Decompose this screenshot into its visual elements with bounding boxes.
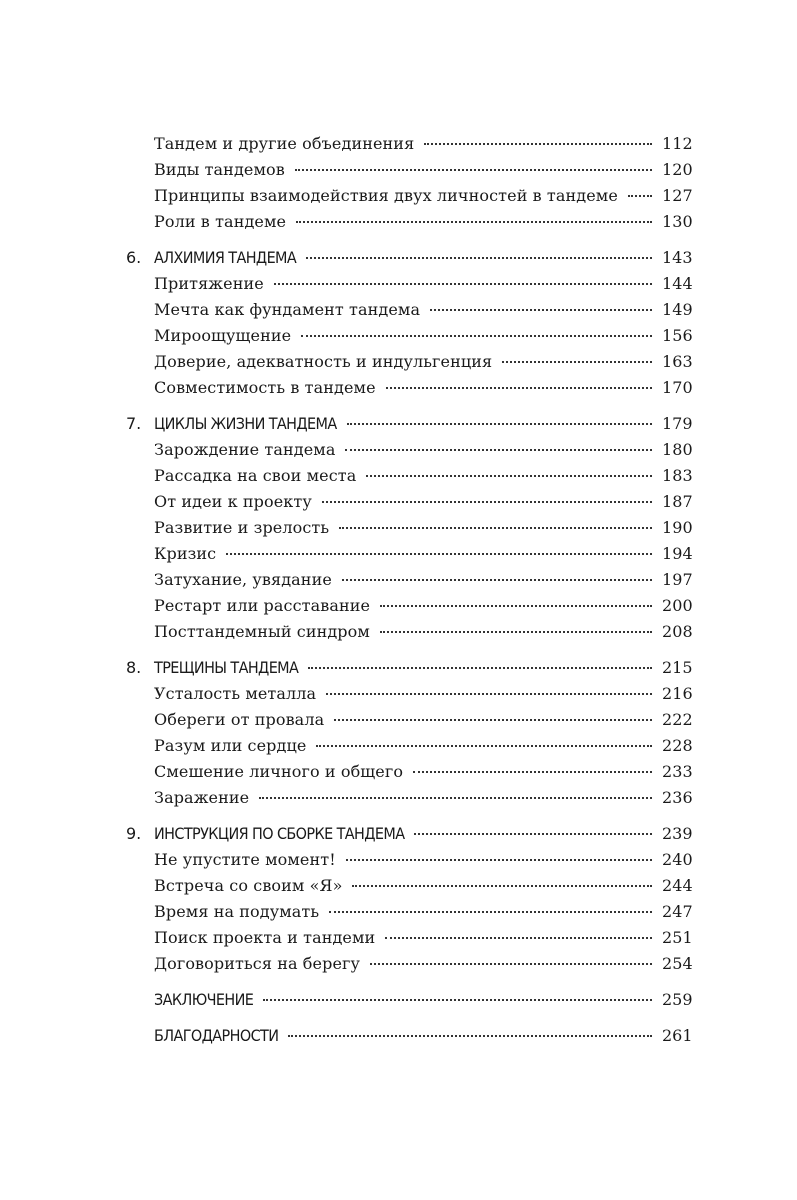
toc-entry-title: Тандем и другие объединения bbox=[154, 134, 415, 153]
dot-leader bbox=[329, 911, 652, 913]
toc-entry-title: Зарождение тандема bbox=[154, 440, 336, 459]
dot-leader bbox=[296, 221, 652, 223]
toc-entry-title: Притяжение bbox=[154, 274, 264, 293]
toc-entry-page: 130 bbox=[662, 212, 693, 231]
dot-leader bbox=[413, 771, 652, 773]
toc-entry-page: 240 bbox=[662, 850, 693, 869]
chapter-heading[interactable] bbox=[126, 245, 692, 271]
table-of-contents bbox=[126, 131, 692, 1049]
dot-leader bbox=[316, 745, 652, 747]
dot-leader bbox=[386, 387, 652, 389]
toc-entry[interactable] bbox=[126, 681, 692, 707]
toc-entry[interactable] bbox=[126, 437, 692, 463]
chapter-heading[interactable] bbox=[126, 655, 692, 681]
toc-entry[interactable] bbox=[126, 489, 692, 515]
toc-entry-page: 194 bbox=[662, 544, 693, 563]
chapter-title: АЛХИМИЯ ТАНДЕМА bbox=[154, 248, 297, 267]
dot-leader bbox=[263, 999, 652, 1001]
dot-leader bbox=[347, 423, 652, 425]
dot-leader bbox=[259, 797, 652, 799]
section-title: ЗАКЛЮЧЕНИЕ bbox=[154, 990, 254, 1009]
toc-entry-title: Разум или сердце bbox=[154, 736, 307, 755]
chapter-page: 239 bbox=[662, 824, 693, 843]
toc-entry[interactable] bbox=[126, 515, 692, 541]
toc-entry[interactable] bbox=[126, 951, 692, 977]
toc-entry-title: От идеи к проекту bbox=[154, 492, 312, 511]
toc-entry-title: Рестарт или расставание bbox=[154, 596, 371, 615]
toc-entry[interactable] bbox=[126, 375, 692, 401]
toc-entry[interactable] bbox=[126, 463, 692, 489]
chapter-page: 143 bbox=[662, 248, 693, 267]
dot-leader bbox=[502, 361, 652, 363]
toc-entry-title: Принципы взаимодействия двух личностей в тандеме bbox=[154, 186, 618, 205]
toc-entry-title: Мечта как фундамент тандема bbox=[154, 300, 421, 319]
toc-entry[interactable] bbox=[126, 707, 692, 733]
dot-leader bbox=[424, 143, 652, 145]
toc-entry-title: Рассадка на свои места bbox=[154, 466, 357, 485]
toc-entry[interactable] bbox=[126, 349, 692, 375]
toc-entry-page: 208 bbox=[662, 622, 693, 641]
toc-entry[interactable] bbox=[126, 785, 692, 811]
chapter-page: 215 bbox=[662, 658, 693, 677]
dot-leader bbox=[380, 605, 652, 607]
toc-entry[interactable] bbox=[126, 323, 692, 349]
dot-leader bbox=[370, 963, 652, 965]
toc-entry-title: Доверие, адекватность и индульгенция bbox=[154, 352, 493, 371]
dot-leader bbox=[295, 169, 652, 171]
toc-entry-title: Договориться на берегу bbox=[154, 954, 361, 973]
dot-leader bbox=[346, 859, 652, 861]
chapter-page: 179 bbox=[662, 414, 693, 433]
dot-leader bbox=[322, 501, 652, 503]
toc-entry-page: 112 bbox=[662, 134, 693, 153]
toc-entry-page: 190 bbox=[662, 518, 693, 537]
toc-entry-page: 120 bbox=[662, 160, 693, 179]
dot-leader bbox=[342, 579, 652, 581]
chapter-title: ТРЕЩИНЫ ТАНДЕМА bbox=[154, 658, 299, 677]
toc-entry[interactable] bbox=[126, 619, 692, 645]
toc-entry-page: 180 bbox=[662, 440, 693, 459]
dot-leader bbox=[326, 693, 652, 695]
toc-entry-page: 216 bbox=[662, 684, 693, 703]
toc-entry-title: Смешение личного и общего bbox=[154, 762, 404, 781]
toc-entry-title: Не упустите момент! bbox=[154, 850, 336, 869]
toc-entry-title: Кризис bbox=[154, 544, 217, 563]
toc-entry-title: Затухание, увядание bbox=[154, 570, 332, 589]
dot-leader bbox=[274, 283, 652, 285]
toc-entry-page: 251 bbox=[662, 928, 693, 947]
toc-entry[interactable] bbox=[126, 925, 692, 951]
toc-entry-page: 247 bbox=[662, 902, 693, 921]
toc-entry-page: 144 bbox=[662, 274, 693, 293]
toc-entry-page: 200 bbox=[662, 596, 693, 615]
dot-leader bbox=[339, 527, 652, 529]
toc-entry[interactable] bbox=[126, 271, 692, 297]
toc-entry[interactable] bbox=[126, 847, 692, 873]
chapter-heading[interactable] bbox=[126, 821, 692, 847]
toc-entry[interactable] bbox=[126, 759, 692, 785]
toc-entry[interactable] bbox=[126, 157, 692, 183]
dot-leader bbox=[628, 195, 652, 197]
toc-entry-page: 127 bbox=[662, 186, 693, 205]
toc-entry-title: Виды тандемов bbox=[154, 160, 285, 179]
toc-entry-page: 254 bbox=[662, 954, 693, 973]
toc-entry[interactable] bbox=[126, 297, 692, 323]
dot-leader bbox=[345, 449, 652, 451]
dot-leader bbox=[352, 885, 652, 887]
dot-leader bbox=[306, 257, 652, 259]
section-page: 259 bbox=[662, 990, 693, 1009]
toc-entry-page: 149 bbox=[662, 300, 693, 319]
dot-leader bbox=[308, 667, 652, 669]
dot-leader bbox=[226, 553, 652, 555]
toc-entry-title: Встреча со своим «Я» bbox=[154, 876, 343, 895]
dot-leader bbox=[385, 937, 652, 939]
toc-entry[interactable] bbox=[126, 541, 692, 567]
chapter-number: 6. bbox=[126, 248, 142, 267]
conclusion-heading[interactable] bbox=[126, 987, 692, 1013]
chapter-number: 7. bbox=[126, 414, 142, 433]
chapter-title: ЦИКЛЫ ЖИЗНИ ТАНДЕМА bbox=[154, 414, 337, 433]
toc-entry-title: Мироощущение bbox=[154, 326, 292, 345]
dot-leader bbox=[301, 335, 652, 337]
chapter-number: 8. bbox=[126, 658, 142, 677]
toc-entry-title: Заражение bbox=[154, 788, 250, 807]
toc-entry[interactable] bbox=[126, 593, 692, 619]
toc-entry-page: 187 bbox=[662, 492, 693, 511]
toc-entry-title: Развитие и зрелость bbox=[154, 518, 330, 537]
dot-leader bbox=[288, 1035, 652, 1037]
toc-entry-page: 197 bbox=[662, 570, 693, 589]
toc-entry-title: Посттандемный синдром bbox=[154, 622, 370, 641]
toc-entry-title: Совместимость в тандеме bbox=[154, 378, 376, 397]
acknowledgements-heading[interactable] bbox=[126, 1023, 692, 1049]
toc-entry-page: 244 bbox=[662, 876, 693, 895]
chapter-title: ИНСТРУКЦИЯ ПО СБОРКЕ ТАНДЕМА bbox=[154, 824, 405, 843]
section-page: 261 bbox=[662, 1026, 693, 1045]
toc-entry-title: Усталость металла bbox=[154, 684, 317, 703]
toc-entry[interactable] bbox=[126, 131, 692, 157]
toc-entry-page: 228 bbox=[662, 736, 693, 755]
toc-entry-page: 222 bbox=[662, 710, 693, 729]
toc-entry-title: Время на подумать bbox=[154, 902, 320, 921]
toc-entry-title: Поиск проекта и тандеми bbox=[154, 928, 376, 947]
toc-entry[interactable] bbox=[126, 567, 692, 593]
toc-entry-title: Роли в тандеме bbox=[154, 212, 287, 231]
toc-entry[interactable] bbox=[126, 873, 692, 899]
toc-entry[interactable] bbox=[126, 899, 692, 925]
section-title: БЛАГОДАРНОСТИ bbox=[154, 1026, 279, 1045]
toc-entry-page: 170 bbox=[662, 378, 693, 397]
dot-leader bbox=[334, 719, 652, 721]
toc-entry[interactable] bbox=[126, 183, 692, 209]
chapter-number: 9. bbox=[126, 824, 142, 843]
toc-entry-page: 163 bbox=[662, 352, 693, 371]
dot-leader bbox=[366, 475, 652, 477]
toc-entry-page: 233 bbox=[662, 762, 693, 781]
toc-entry[interactable] bbox=[126, 209, 692, 235]
chapter-heading[interactable] bbox=[126, 411, 692, 437]
toc-entry-page: 183 bbox=[662, 466, 693, 485]
toc-entry[interactable] bbox=[126, 733, 692, 759]
toc-entry-page: 156 bbox=[662, 326, 693, 345]
toc-entry-page: 236 bbox=[662, 788, 693, 807]
dot-leader bbox=[380, 631, 652, 633]
dot-leader bbox=[414, 833, 652, 835]
dot-leader bbox=[430, 309, 652, 311]
toc-entry-title: Обереги от провала bbox=[154, 710, 325, 729]
